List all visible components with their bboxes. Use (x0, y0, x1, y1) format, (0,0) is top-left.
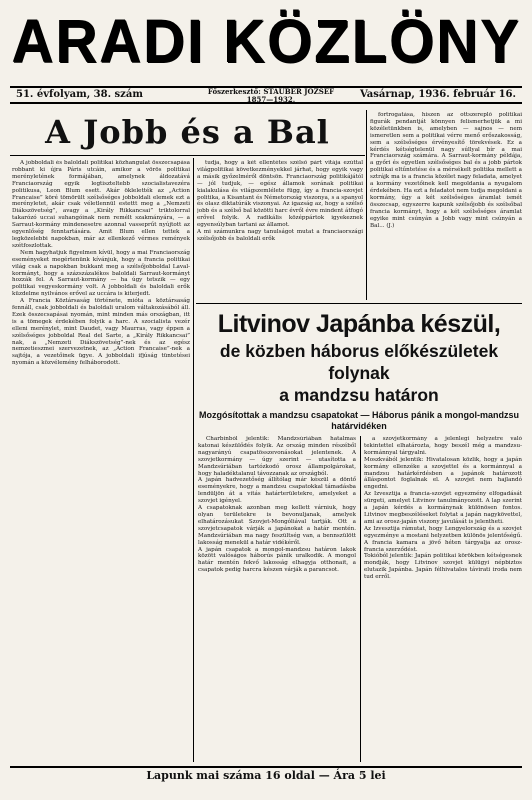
article-right-top (370, 112, 522, 300)
editor-name: Főszerkesztő: STAUBER JÓZSEF (207, 87, 335, 96)
article2-headline-line3: a mandzsu határon (279, 385, 439, 405)
article1-col2-text: tudja, hogy a két ellentétes szélső párt vitája ezúttal világpolitikai következményekkel járhat, hogy egyik vagy a másik győzelméről döntsön. Franciaország politikájától — jól tudjuk, — egész államok sorának politikai kialakulása és világszemlélete függ, így a francia-szovjet politika, a Kisantant és Németország viszonya, s a spanyol és olasz diktatúrák viszonyai. Az igazság az, hogy a szélső jobb és a szélső bal közötti harc évről évre mindent átfogó erővel folyik. A radikális középpártok igyekeznek egyensúlyban tartani az államot. A mi számunkra nagy tanulságot mutat a franciaországi szélsőjobb és baloldali erők (197, 160, 363, 242)
article1-col1 (12, 160, 190, 760)
article2-col-right-text: a szovjetkormány a jelenlegi helyzetre való tekintettel elhatározta, hogy beszél még a mandzsu-kormánnyal tárgyalni. Moszkvából jelentik: Hivatalosan közlik, hogy a japán kormány ellenzéke a szovjettel és a kormánnyal a mandzsu határkérdésben a japánok határozott álláspontot foglalnak el. A szovjet nem hajlandó engedni. Az Izvesztija a francia-szovjet egyezmény elfogadását sürgeti, amelyet Litvinov tanulmányozott. A lap szerint a japán kérdés a kormánynak különösen fontos. Litvinov megbeszéléseket folytat a japán nagykövettel, ami az orosz-japán viszony javulását is jelentheti. Az Izvesztija rámutat, hogy Lengyelország és a szovjet egyezménye a mostani helyzetben különös jelentőségű. A francia kamara a jövő héten tárgyalja az orosz-francia szerződést. Tokióból jelentik: Japán politikai körökben kétségesnek mondják, hogy Litvinov szovjet külügyi népbiztos elutazik Japánba. Japán félhivatalos távirati iroda nem tud erről. (364, 436, 522, 581)
article2-col-right (364, 436, 522, 762)
article2-headline (196, 308, 522, 432)
article1-col1-para1: A jobboldali és baloldali politikai közhangulat összecsapása robbant ki újra Páris utcáin, amikor a vörös politikai merényletének formájában, amelynek áldozatává Franciaország egyik legtiszteltebb szocialistavezéra politikusa, Leon Blum esett. Akár öklelették az „Action Francaise” köré tömörült szélsőséges jobboldali elemek ezt a merényletet, akár csak véletlennül estettt meg a „Nemzeti Diákszövetség”, avagy a „Király Rikkancsai” triktolorral takarózó uccai suhangóinak nem remélt szakmányára, — a Sarraut-kormány mindenesetre azonnal vasseprűt nyújtott az egyenlőség fenntartására. Amit Blum ellen tettek a legközelebbi napokban, már az ellenkező vérmes remények szétfoszlottak. (12, 160, 190, 249)
issue-number: 51. évfolyam, 38. szám (16, 89, 143, 100)
dateline (10, 86, 522, 104)
section-rule (196, 303, 522, 304)
column-rule-3 (360, 436, 361, 762)
article2-subhead: Mozgósítottak a mandzsu csapatokat — Háborus pánik a mongol-mandzsu határvidéken (198, 410, 520, 431)
masthead (10, 6, 522, 78)
article2-col-left (198, 436, 356, 762)
headline-rule (10, 155, 365, 156)
editor-years: 1857—1932. (246, 95, 296, 104)
column-rule-1 (193, 158, 194, 762)
article2-headline-line1: Litvinov Japánba készül, (217, 310, 501, 338)
article1-col1-para3: A Francia Köztársaság története, mióta a köztársaság fennáll, csak jobboldali és baloldali uralom váltakozásából áll. Ezek összecsapásai nyomán, mint minden más országban, itt is a tömegek érdekében folyik a harc. A szocialista vezér elleni merénylet, mint Daudet, vagy Maurras, vagy éppen a szélsőséges jobboldal Real del Sarte, a „Király Rikkancsai” nak, a „Nemzeti Diákszövetség”-nek és az egész nemzetieszmei szervezetnek, az „Action Francaise”-nek a sajtója, a vezetőinek ügye. A jobboldali ifjúság tüntetései nyomán a közvélemény felháborodott. (12, 298, 190, 367)
article2-headline-line2: de közben háborus előkészületek folynak (219, 341, 499, 383)
issue-date: Vasárnap, 1936. február 16. (359, 89, 516, 100)
column-rule-2 (366, 110, 367, 300)
article2-col-left-text: Charbinból jelentik: Mandzsúriában hatalmas katonai készülődés folyik. Az ország minden részéből nagyarányú csapatösszevonásokat jelentenek. A szovjetkormány — úgy szerint — utasította a Mandzsúriában tartózkodó orosz állampolgárokat, hogy haladéktalanul távozzanak az országból. A japán hadvezetőség állítólag már készül a döntő eseményekre, hogy a mandzsu csapatokkal támadásba lendüljön át a vitás határterületekre, amelyeket a szovjet igényel. A csapatoknak azonban meg kellett várniuk, hogy olyan területekre is bevonuljanak, amelyek elhatározásukat Szovjet-Mongóliával tartják. Ott a szovjetcsapatok várják a japánokat a határ mentén. Mandzsúriában ma nagy feszültség van, a bennszülött lakosság menekül a határ vidékéről. A japán csapatok a mongol-mandzsu határon lakok között valóságos háborús pánik uralkodik. A mongol határ mentén fekvő lakosság elhagyja otthonait, a csapatok pedig harcra készen várják a parancsot. (198, 436, 356, 574)
newspaper-title: ARADI KÖZLÖNY (11, 7, 521, 76)
article1-col2 (197, 160, 363, 300)
article1-col1-para2: Nem hagyhatjuk figyelmen kívül, hogy a mai Franciaország eseményeket megértenünk kívánjuk, hogy a francia politikai világ csak a napokban bukkant meg a szélsőjobboldal Laval-kormányt, hogy a százszázalékos baloldali Sarraut-kormányt hozzák fel. A Sarraut-kormány — ha úgy tetszik — egy politikai vegyeskormány volt. A jobboldali és baloldali erők küzdelme nyilvános erővel az uccára is kiterjedt. (12, 249, 190, 298)
article1-headline: A Jobb és a Bal (45, 113, 330, 151)
footer: Lapunk mai száma 16 oldal — Ára 5 lei (10, 766, 522, 782)
article-right-top-text: fortrogatása, hiszen az ottszereplő politikai figurák pendantját könnyen felismerhetjük a mi közéletünkben is, amelyben — sajnos — nem ismeretlen sem a politikai vérre menő erőszakosság, sem a szélsőséges érvényesítő törekvések. Ez a kérdés kétségtelenül nagy súllyal bír a mai Franciaország számára. A Sarraut-kormány példája, a győri és egyetlen szélsőséges bal és a jobb pártok politikai eltűntetése és a mérsékelt politika mellett a sztrájk ma is a francia közélet nagy feladata, amelyet a kormány vezetőinek kell megoldania a nyugalom érdekében. Ha ezt a feladatot nem tudja megoldani a kormány, úgy a két szélsőséges áramlat ismét összecsap, egyszerre kapunk szélsőjobb és szélsőbal francia kormányt, hogy a két szélsőséges áramlat egyike mint csúnyán a Jobb vagy mint csúnyán a Bal... (J.) (370, 112, 522, 229)
editor-credit (206, 88, 336, 104)
